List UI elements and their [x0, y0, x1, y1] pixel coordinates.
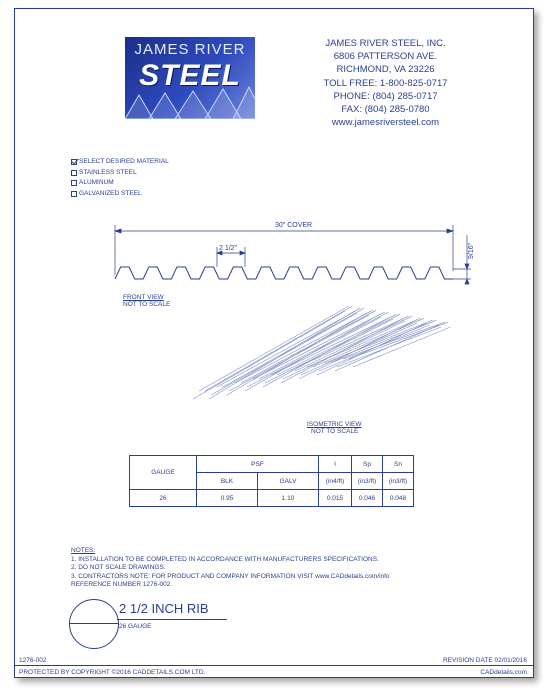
isometric-view-scale: NOT TO SCALE	[311, 428, 359, 435]
revision-date: REVISION DATE 02/01/2016	[442, 657, 527, 664]
material-option-galvanized[interactable]	[71, 189, 169, 200]
front-view-label	[123, 294, 170, 308]
pitch-dimension-label: 2 1/2"	[219, 245, 238, 252]
blk-header: BLK	[197, 473, 258, 490]
sn-cell: 0.048	[383, 490, 414, 507]
checked-checkbox[interactable]	[71, 159, 77, 165]
company-tollfree: TOLL FREE: 1-800-825-0717	[323, 77, 448, 89]
depth-dimension-label: 9/16"	[468, 242, 475, 259]
i-cell: 0.015	[319, 490, 352, 507]
note-item: 1. INSTALLATION TO BE COMPLETED IN ACCORDANCE WITH MANUFACTURERS SPECIFICATIONS.	[71, 555, 379, 563]
isometric-rib-line	[241, 310, 376, 383]
logo-bottom-text: STEEL	[139, 59, 241, 92]
material-option-label: ALUMINUM	[79, 179, 114, 187]
blk-cell: 0.95	[197, 490, 258, 507]
note-item: 3. CONTRACTORS NOTE: FOR PRODUCT AND COMPANY INFORMATION VISIT www.CADdetails.com/info	[71, 572, 390, 580]
galv-header: GALV	[258, 473, 319, 490]
title-underline	[117, 619, 227, 620]
front-view-drawing	[105, 215, 485, 295]
isometric-view-label	[307, 421, 362, 435]
isometric-rib-line	[337, 327, 441, 367]
isometric-rib-line	[283, 321, 405, 379]
isometric-view-title: ISOMETRIC VIEW	[307, 421, 362, 428]
company-name: JAMES RIVER STEEL, INC.	[325, 38, 446, 49]
isometric-rib-line	[193, 311, 345, 399]
isometric-view-drawing	[165, 303, 455, 413]
notes-block	[71, 547, 390, 590]
material-option-label: STAINLESS STEEL	[79, 168, 137, 176]
isometric-rib-line	[307, 318, 421, 367]
caddetails-link[interactable]: CADdetails.com	[480, 669, 527, 676]
galv-cell: 1.10	[258, 490, 319, 507]
isometric-rib-line	[331, 320, 436, 363]
table-row	[130, 490, 414, 507]
isometric-rib-line	[229, 315, 369, 391]
drawing-sheet	[14, 8, 534, 678]
checkbox[interactable]	[71, 180, 77, 186]
sp-cell: 0.046	[352, 490, 383, 507]
gauge-header: GAUGE	[130, 456, 197, 490]
company-phone: PHONE: (804) 285-0717	[333, 90, 438, 102]
gauge-cell: 26	[130, 490, 197, 507]
copyright-text: PROTECTED BY COPYRIGHT ©2016 CADDETAILS.COM LTD.	[19, 669, 206, 676]
material-option-stainless[interactable]	[71, 168, 169, 179]
drawing-title: 2 1/2 INCH RIB	[119, 601, 209, 616]
sn-header: Sn	[383, 456, 414, 473]
title-circle-divider	[70, 623, 118, 624]
material-heading: SELECT DESIRED MATERIAL	[79, 158, 169, 165]
front-view-title: FRONT VIEW	[123, 294, 164, 301]
drawing-number: 1276-002	[19, 657, 47, 664]
sn-unit: (in3/ft)	[383, 473, 414, 490]
footer-rule	[15, 665, 533, 666]
isometric-rib-line	[353, 327, 451, 367]
title-circle	[69, 599, 119, 649]
material-heading-row[interactable]	[71, 157, 169, 168]
cover-dimension-label: 30" COVER	[275, 222, 313, 229]
checkbox[interactable]	[71, 191, 77, 197]
material-option-label: GALVANIZED STEEL	[79, 189, 142, 197]
isometric-rib-line	[235, 310, 373, 383]
company-logo	[125, 37, 255, 119]
sp-header: Sp	[352, 456, 383, 473]
company-address1: 6806 PATTERSON AVE.	[333, 51, 438, 63]
company-website[interactable]: www.jamesriversteel.com	[331, 117, 440, 129]
logo-top-text: JAMES RIVER	[134, 41, 246, 58]
checkbox[interactable]	[71, 170, 77, 176]
note-item: 2. DO NOT SCALE DRAWINGS.	[71, 564, 166, 572]
isometric-rib-line	[223, 308, 364, 387]
rib-profile-line	[115, 267, 453, 279]
isometric-rib-line	[247, 317, 381, 387]
sp-unit: (in3/ft)	[352, 473, 383, 490]
psf-header: PSF	[197, 456, 319, 473]
material-option-aluminum[interactable]	[71, 178, 169, 189]
isometric-rib-line	[217, 308, 361, 387]
company-info	[283, 37, 488, 129]
i-unit: (in4/ft)	[319, 473, 352, 490]
notes-heading: NOTES:	[71, 547, 96, 554]
drawing-subtitle: 26 GAUGE	[119, 623, 152, 630]
spec-table	[129, 455, 414, 507]
front-view-scale: NOT TO SCALE	[123, 301, 171, 308]
material-selector	[71, 157, 169, 199]
company-fax: FAX: (804) 285-0780	[341, 104, 430, 116]
i-header: I	[319, 456, 352, 473]
note-item: REFERENCE NUMBER 1276-002.	[71, 581, 173, 589]
company-address2: RICHMOND, VA 23226	[336, 64, 435, 76]
